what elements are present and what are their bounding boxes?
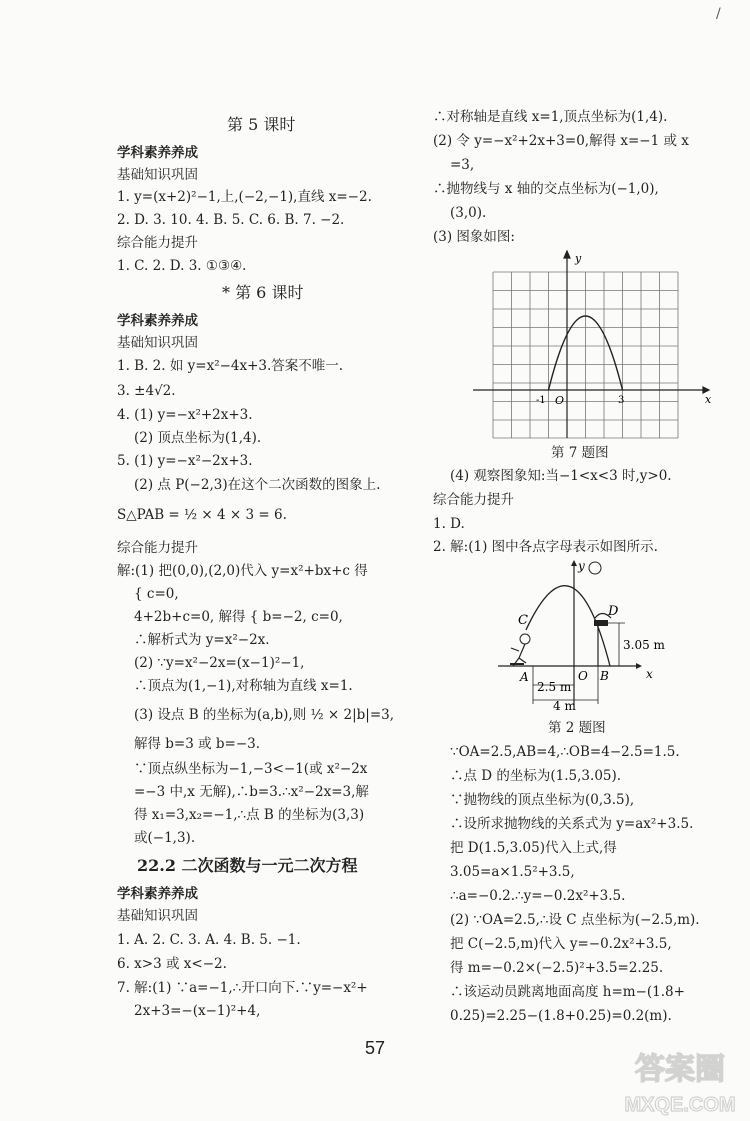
heading-literacy: 学科素养养成 [117, 313, 198, 329]
answer-line: 或(−1,3). [134, 830, 196, 846]
answer-line: 3. ±4√2. [117, 383, 176, 399]
answer-line: 6. x>3 或 x<−2. [117, 956, 227, 972]
section-title-lesson5: 第 5 课时 [227, 115, 296, 134]
figure-2-caption: 第 2 题图 [548, 720, 606, 736]
answer-line: ∵OA=2.5,AB=4,∴OB=4−2.5=1.5. [450, 744, 680, 760]
watermark-url: MXQE.COM [624, 1094, 736, 1116]
answer-line: ∴抛物线与 x 轴的交点坐标为(−1,0), [433, 181, 659, 197]
x-axis-label: x [646, 667, 653, 681]
answer-line: 0.25)=2.25−(1.8+0.25)=0.2(m). [450, 1008, 672, 1024]
corner-mark: / [716, 6, 721, 22]
equation-system: { c=0, [134, 586, 179, 602]
tick-label-3: 3 [618, 395, 625, 406]
answer-line: ∴顶点为(1,−1),对称轴为直线 x=1. [134, 678, 353, 694]
answer-line: (2) 令 y=−x²+2x+3=0,解得 x=−1 或 x [433, 133, 689, 149]
answer-line: ∴该运动员跳离地面高度 h=m−(1.8+ [450, 984, 685, 1000]
figure-7-graph [453, 250, 743, 440]
point-o-label: O [578, 669, 588, 683]
heading-literacy: 学科素养养成 [117, 886, 198, 902]
figure-2-diagram [498, 560, 728, 710]
x-axis-label: x [705, 393, 712, 406]
axes [473, 251, 709, 438]
diver-body-icon [511, 644, 526, 666]
answer-line: ∴解析式为 y=x²−2x. [134, 632, 270, 648]
section-title-22-2: 22.2 二次函数与一元二次方程 [137, 856, 358, 875]
answer-line: 解得 b=3 或 b=−3. [134, 736, 261, 752]
heading-comprehensive: 综合能力提升 [433, 492, 514, 508]
y-axis-label: y [578, 560, 585, 573]
heading-comprehensive: 综合能力提升 [117, 235, 198, 251]
answer-line: 1. C. 2. D. 3. ①③④. [117, 258, 247, 274]
answer-line: 1. y=(x+2)²−1,上,(−2,−1),直线 x=−2. [117, 189, 372, 205]
answer-line: 2x+3=−(x−1)²+4, [134, 1003, 261, 1019]
answer-line: 1. D. [433, 516, 465, 532]
distance-label-4: 4 m [553, 699, 576, 710]
answer-line: =−3 中,x 无解),∴b=3.∴x²−2x=3,解 [134, 784, 369, 800]
heading-basic: 基础知识巩固 [117, 167, 198, 183]
answer-line: 把 D(1.5,3.05)代入上式,得 [450, 840, 617, 856]
answer-line: 解:(1) 把(0,0),(2,0)代入 y=x²+bx+c 得 [117, 563, 368, 579]
heading-basic: 基础知识巩固 [117, 335, 198, 351]
answer-line: ∵抛物线的顶点坐标为(0,3.5), [450, 792, 635, 808]
answer-line: (2) ∵OA=2.5,∴设 C 点坐标为(−2.5,m). [450, 912, 700, 928]
page-number: 57 [364, 1038, 386, 1058]
answer-line: (2) ∵y=x²−2x=(x−1)²−1, [134, 655, 305, 671]
answer-line: 2. 解:(1) 图中各点字母表示如图所示. [433, 539, 658, 555]
height-label: 3.05 m [623, 638, 665, 652]
answer-line: ∴a=−0.2.∴y=−0.2x²+3.5. [450, 888, 626, 904]
answer-line: (4) 观察图象知:当−1<x<3 时,y>0. [450, 468, 672, 484]
watermark-text: 答案圈 [635, 1052, 725, 1087]
section-title-lesson6: * 第 6 课时 [222, 283, 304, 302]
answer-line: (3) 设点 B 的坐标为(a,b),则 ½ × 2|b|=3, [134, 707, 395, 723]
answer-line: 7. 解:(1) ∵a=−1,∴开口向下.∵y=−x²+ [117, 980, 368, 996]
answer-line: =3, [450, 157, 475, 173]
y-axis-label: y [575, 252, 582, 265]
point-d-label: D [608, 604, 619, 619]
watermark-logo [615, 1045, 745, 1119]
answer-line: 1. B. 2. 如 y=x²−4x+3.答案不唯一. [117, 358, 344, 374]
answer-line: 得 m=−0.2×(−2.5)²+3.5=2.25. [450, 960, 664, 976]
figure-7-caption: 第 7 题图 [551, 445, 609, 461]
answer-line: ∵顶点纵坐标为−1,−3<−1(或 x²−2x [134, 761, 368, 777]
answer-line: 2. D. 3. 10. 4. B. 5. C. 6. B. 7. −2. [117, 212, 345, 228]
point-b-label: B [600, 669, 609, 683]
point-a-label: A [520, 670, 529, 684]
answer-line: 3.05=a×1.5²+3.5, [450, 864, 575, 880]
answer-line: ∴设所求抛物线的关系式为 y=ax²+3.5. [450, 816, 694, 832]
answer-line: (3,0). [450, 205, 487, 221]
answer-line: 1. A. 2. C. 3. A. 4. B. 5. −1. [117, 932, 301, 948]
grid [493, 272, 678, 438]
tick-label-neg1: -1 [536, 395, 546, 406]
answer-line: 5. (1) y=−x²−2x+3. [117, 453, 253, 469]
answer-line: 把 C(−2.5,m)代入 y=−0.2x²+3.5, [450, 936, 672, 952]
heading-basic: 基础知识巩固 [117, 908, 198, 924]
origin-label: O [555, 394, 565, 407]
answer-line: (3) 图象如图: [433, 229, 515, 245]
diver-head-icon [520, 634, 530, 644]
answer-line: 4. (1) y=−x²+2x+3. [117, 407, 253, 423]
diver-top-icon [589, 562, 601, 574]
answer-line: (2) 顶点坐标为(1,4). [134, 430, 262, 446]
answer-line: ∴点 D 的坐标为(1.5,3.05). [450, 768, 622, 784]
heading-literacy: 学科素养养成 [117, 145, 198, 161]
answer-line: ∴对称轴是直线 x=1,顶点坐标为(1,4). [433, 109, 668, 125]
answer-line: 得 x₁=3,x₂=−1,∴点 B 的坐标为(3,3) [134, 807, 365, 823]
point-c-label: C [518, 613, 528, 628]
answer-line: (2) 点 P(−2,3)在这个二次函数的图象上. [134, 477, 381, 493]
heading-comprehensive: 综合能力提升 [117, 540, 198, 556]
area-formula: S△PAB = ½ × 4 × 3 = 6. [117, 507, 287, 523]
distance-label-2-5: 2.5 m [537, 680, 572, 694]
equation-system: 4+2b+c=0, 解得 { b=−2, c=0, [134, 609, 343, 625]
